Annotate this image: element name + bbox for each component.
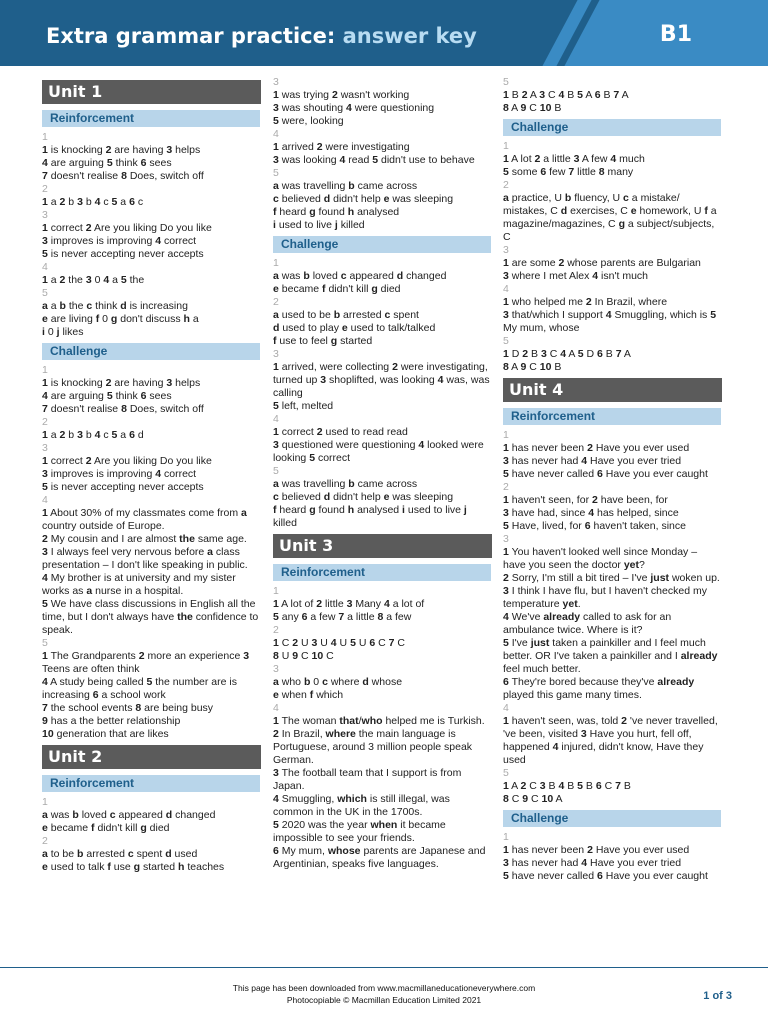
exercise-number: 1	[273, 585, 279, 597]
answer-line: 4 My brother is at university and my sister works as a nurse in a hospital.	[42, 572, 236, 597]
column-1	[42, 76, 261, 874]
section-heading: Reinforcement	[42, 775, 260, 792]
answer-line: 5 have never called 6 Have you ever caught	[503, 870, 708, 882]
answer-line: 1 correct 2 Are you liking Do you like	[42, 222, 212, 234]
answer-line: d used to play e used to talk/talked	[273, 322, 436, 334]
answer-line: 4 We've already called to ask for an ambulance twice. Where is it?	[503, 611, 672, 636]
exercise-number: 3	[503, 244, 509, 256]
exercise-number: 5	[503, 335, 509, 347]
answer-line: 5 2020 was the year when it became impossible to see your friends.	[273, 819, 446, 844]
exercise-number: 1	[42, 364, 48, 376]
exercise-number: 3	[42, 209, 48, 221]
exercise-number: 4	[42, 261, 48, 273]
answer-line: 1 is knocking 2 are having 3 helps	[42, 144, 201, 156]
exercise-number: 2	[42, 183, 48, 195]
answer-line: 7 doesn't realise 8 Does, switch off	[42, 170, 204, 182]
answer-line: 1 has never been 2 Have you ever used	[503, 442, 690, 454]
answer-line: a was b loved c appeared d changed	[273, 270, 447, 282]
answer-line: 5 Have, lived, for 6 haven't taken, since	[503, 520, 686, 532]
answer-line: 8 C 9 C 10 A	[503, 793, 563, 805]
answer-line: 3 have had, since 4 has helped, since	[503, 507, 679, 519]
answer-line: 9 has a the better relationship	[42, 715, 181, 727]
answer-line: 3 I always feel very nervous before a class presentation – I don't like speaking in public.	[42, 546, 248, 571]
unit-heading: Unit 2	[42, 745, 261, 769]
answer-line: 1 a 2 b 3 b 4 c 5 a 6 c	[42, 196, 144, 208]
answer-line: 1 haven't seen, was, told 2 've never travelled, 've been, visited 3 Have you hurt, fell off, happened 4 injured, didn't know, Have they used	[503, 715, 718, 766]
answer-line: a was b loved c appeared d changed	[42, 809, 216, 821]
exercise-number: 3	[273, 348, 279, 360]
exercise-number: 4	[42, 494, 48, 506]
answer-line: 1 C 2 U 3 U 4 U 5 U 6 C 7 C	[273, 637, 405, 649]
exercise-number: 4	[273, 702, 279, 714]
answer-line: 5 is never accepting never accepts	[42, 481, 204, 493]
answer-line: 3 that/which I support 4 Smuggling, which is 5 My mum, whose	[503, 309, 717, 334]
answer-line: 4 are arguing 5 think 6 sees	[42, 390, 172, 402]
section-heading: Challenge	[273, 236, 491, 253]
answer-line: 1 has never been 2 Have you ever used	[503, 844, 690, 856]
exercise-number: 4	[273, 128, 279, 140]
answer-line: 5 were, looking	[273, 115, 344, 127]
answer-line: a a b the c think d is increasing	[42, 300, 188, 312]
exercise-number: 2	[503, 179, 509, 191]
answer-line: 3 The football team that I support is from Japan.	[273, 767, 462, 792]
answer-line: 4 Smuggling, which is still illegal, was common in the UK in the 1700s.	[273, 793, 450, 818]
answer-line: a was travelling b came across	[273, 180, 418, 192]
answer-line: a practice, U b fluency, U c a mistake/ mistakes, C d exercises, C e homework, U f a magazine/magazines, C g a subject/subjects, C	[503, 192, 717, 243]
answer-line: f heard g found h analysed i used to live j killed	[273, 504, 467, 529]
answer-line: c believed d didn't help e was sleeping	[273, 193, 454, 205]
section-heading: Challenge	[503, 810, 721, 827]
section-heading: Reinforcement	[503, 408, 721, 425]
answer-line: 2 My cousin and I are almost the same age.	[42, 533, 247, 545]
answer-line: 3 has never had 4 Have you ever tried	[503, 857, 682, 869]
answer-line: 5 have never called 6 Have you ever caught	[503, 468, 708, 480]
answer-line: 1 A 2 C 3 B 4 B 5 B 6 C 7 B	[503, 780, 631, 792]
answer-line: 1 correct 2 used to read read	[273, 426, 408, 438]
answer-line: 1 is knocking 2 are having 3 helps	[42, 377, 201, 389]
answer-line: e became f didn't kill g died	[42, 822, 170, 834]
answer-line: 1 a 2 b 3 b 4 c 5 a 6 d	[42, 429, 144, 441]
answer-line: 3 I think I have flu, but I haven't checked my temperature yet.	[503, 585, 707, 610]
unit-heading: Unit 4	[503, 378, 722, 402]
exercise-number: 4	[273, 413, 279, 425]
answer-line: 1 D 2 B 3 C 4 A 5 D 6 B 7 A	[503, 348, 631, 360]
answer-line: 4 are arguing 5 think 6 sees	[42, 157, 172, 169]
exercise-number: 1	[42, 131, 48, 143]
answer-line: 1 haven't seen, for 2 have been, for	[503, 494, 668, 506]
page-header	[0, 0, 768, 66]
exercise-number: 5	[42, 287, 48, 299]
answer-line: 1 A lot of 2 little 3 Many 4 a lot of	[273, 598, 425, 610]
section-heading: Reinforcement	[42, 110, 260, 127]
exercise-number: 3	[273, 76, 279, 88]
exercise-number: 2	[503, 481, 509, 493]
answer-line: 1 who helped me 2 In Brazil, where	[503, 296, 668, 308]
answer-line: c believed d didn't help e was sleeping	[273, 491, 454, 503]
answer-line: 7 doesn't realise 8 Does, switch off	[42, 403, 204, 415]
exercise-number: 4	[503, 702, 509, 714]
answer-line: 5 some 6 few 7 little 8 many	[503, 166, 634, 178]
section-heading: Reinforcement	[273, 564, 491, 581]
answer-line: f use to feel g started	[273, 335, 373, 347]
answer-line: 3 was shouting 4 were questioning	[273, 102, 435, 114]
exercise-number: 2	[42, 835, 48, 847]
page-number: 1 of 3	[703, 990, 732, 1002]
answer-line: 1 A lot 2 a little 3 A few 4 much	[503, 153, 645, 165]
exercise-number: 5	[273, 465, 279, 477]
section-heading: Challenge	[42, 343, 260, 360]
exercise-number: 5	[42, 637, 48, 649]
answer-line: i 0 j likes	[42, 326, 84, 338]
answer-line: 5 I've just taken a painkiller and I feel much better. OR I've taken a painkiller and I already feel much better.	[503, 637, 718, 675]
answer-line: 1 was trying 2 wasn't working	[273, 89, 410, 101]
answer-line: i used to live j killed	[273, 219, 365, 231]
exercise-number: 3	[42, 442, 48, 454]
exercise-number: 5	[503, 767, 509, 779]
answer-line: 3 where I met Alex 4 isn't much	[503, 270, 648, 282]
level-badge: B1	[659, 22, 692, 47]
column-3	[503, 76, 722, 883]
answer-line: 1 The Grandparents 2 more an experience 3 Teens are often think	[42, 650, 250, 675]
answer-line: 3 improves is improving 4 correct	[42, 235, 197, 247]
answer-line: 5 is never accepting never accepts	[42, 248, 204, 260]
answer-line: 2 Sorry, I'm still a bit tired – I've just woken up.	[503, 572, 720, 584]
unit-heading: Unit 1	[42, 80, 261, 104]
title-main: Extra grammar practice:	[46, 24, 336, 48]
answer-line: 3 questioned were questioning 4 looked were looking 5 correct	[273, 439, 484, 464]
exercise-number: 1	[42, 796, 48, 808]
answer-line: a who b 0 c where d whose	[273, 676, 403, 688]
footer-download-note: This page has been downloaded from www.macmillaneducationeverywhere.com	[232, 983, 536, 993]
section-heading: Challenge	[503, 119, 721, 136]
answer-line: 8 A 9 C 10 B	[503, 361, 562, 373]
exercise-number: 4	[503, 283, 509, 295]
answer-line: 1 The woman that/who helped me is Turkish.	[273, 715, 485, 727]
exercise-number: 2	[273, 624, 279, 636]
page-title	[46, 24, 477, 48]
answer-line: 6 My mum, whose parents are Japanese and Argentinian, speaks five languages.	[273, 845, 486, 870]
answer-line: e used to talk f use g started h teaches	[42, 861, 225, 873]
footer-divider	[0, 967, 768, 968]
answer-line: 5 left, melted	[273, 400, 334, 412]
answer-line: 1 arrived, were collecting 2 were investigating, turned up 3 shoplifted, was looking 4 was, was calling	[273, 361, 490, 399]
answer-line: 1 correct 2 Are you liking Do you like	[42, 455, 212, 467]
exercise-number: 5	[273, 167, 279, 179]
answer-line: 3 improves is improving 4 correct	[42, 468, 197, 480]
exercise-number: 2	[273, 296, 279, 308]
answer-line: 6 They're bored because they've already played this game many times.	[503, 676, 695, 701]
exercise-number: 3	[273, 663, 279, 675]
answer-line: 1 You haven't looked well since Monday – have you seen the doctor yet?	[503, 546, 698, 571]
answer-line: 1 About 30% of my classmates come from a country outside of Europe.	[42, 507, 247, 532]
exercise-number: 1	[503, 831, 509, 843]
answer-line: e became f didn't kill g died	[273, 283, 401, 295]
answer-line: 3 has never had 4 Have you ever tried	[503, 455, 682, 467]
answer-line: 8 A 9 C 10 B	[503, 102, 562, 114]
answer-line: 4 A study being called 5 the number are is increasing 6 a school work	[42, 676, 237, 701]
exercise-number: 5	[503, 76, 509, 88]
answer-line: 7 the school events 8 are being busy	[42, 702, 214, 714]
unit-heading: Unit 3	[273, 534, 492, 558]
exercise-number: 1	[273, 257, 279, 269]
answer-line: 2 In Brazil, where the main language is Portuguese, around 3 million people speak German.	[273, 728, 473, 766]
answer-line: a was travelling b came across	[273, 478, 418, 490]
answer-line: 5 any 6 a few 7 a little 8 a few	[273, 611, 412, 623]
exercise-number: 1	[503, 140, 509, 152]
answer-line: e are living f 0 g don't discuss h a	[42, 313, 199, 325]
footer	[0, 982, 768, 1006]
footer-copyright: Photocopiable © Macmillan Education Limited 2021	[286, 995, 482, 1005]
answer-line: 1 B 2 A 3 C 4 B 5 A 6 B 7 A	[503, 89, 629, 101]
answer-line: 1 are some 2 whose parents are Bulgarian	[503, 257, 701, 269]
column-2	[273, 76, 492, 871]
answer-line: 1 arrived 2 were investigating	[273, 141, 410, 153]
answer-line: f heard g found h analysed	[273, 206, 400, 218]
answer-line: 5 We have class discussions in English all the time, but I don't always have the confidence to speak.	[42, 598, 259, 636]
exercise-number: 2	[42, 416, 48, 428]
answer-line: 1 a 2 the 3 0 4 a 5 the	[42, 274, 145, 286]
title-sub: answer key	[342, 24, 477, 48]
exercise-number: 3	[503, 533, 509, 545]
answer-line: 8 U 9 C 10 C	[273, 650, 334, 662]
answer-line: e when f which	[273, 689, 344, 701]
exercise-number: 1	[503, 429, 509, 441]
answer-line: 10 generation that are likes	[42, 728, 169, 740]
answer-line: 3 was looking 4 read 5 didn't use to behave	[273, 154, 475, 166]
answer-line: a used to be b arrested c spent	[273, 309, 419, 321]
answer-line: a to be b arrested c spent d used	[42, 848, 198, 860]
